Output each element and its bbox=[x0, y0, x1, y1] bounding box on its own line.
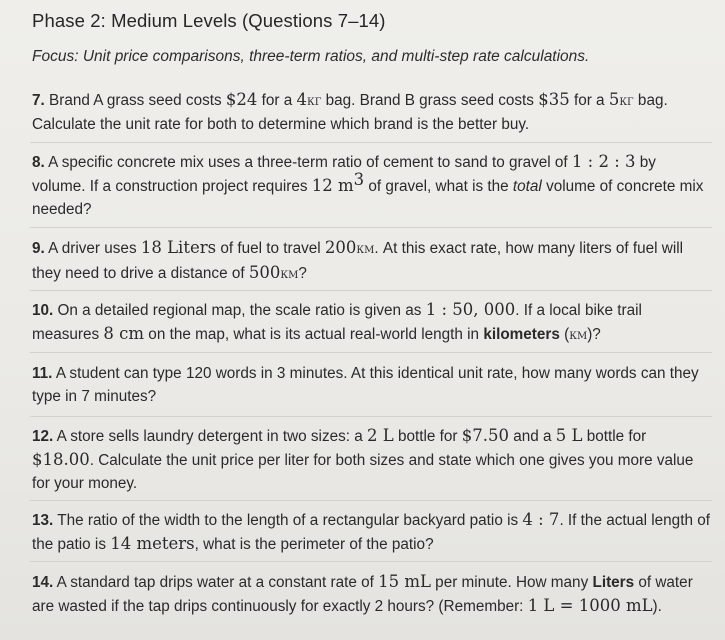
math-expression: $24 bbox=[225, 90, 258, 109]
question-10 bbox=[32, 298, 712, 347]
math-expression: $18.00 bbox=[32, 450, 90, 469]
math-expression: 200 bbox=[324, 238, 357, 257]
question-text: by volume. If a construction project requires bbox=[32, 154, 656, 195]
question-text: The ratio of the width to the length of a rectangular backyard patio is bbox=[57, 512, 523, 529]
unit-label: км bbox=[356, 241, 375, 257]
question-text: for a bbox=[257, 92, 297, 109]
question-number: 8. bbox=[32, 154, 45, 171]
unit-label: кг bbox=[619, 93, 634, 109]
question-text: On a detailed regional map, the scale ratio is given as bbox=[57, 302, 426, 319]
question-text: of fuel to travel bbox=[216, 240, 325, 257]
math-expression: 2 L bbox=[367, 426, 394, 445]
math-expression: 15 mL bbox=[378, 572, 431, 591]
emphasis-text: total bbox=[512, 178, 542, 195]
unit-label: км bbox=[280, 266, 299, 282]
math-expression: 500 bbox=[248, 263, 281, 282]
math-expression: 14 meters bbox=[110, 534, 195, 553]
math-expression: 1 : 2 : 3 bbox=[571, 152, 636, 171]
question-text: . If the actual length of the patio is bbox=[32, 512, 710, 553]
unit-label: км bbox=[569, 327, 588, 343]
math-expression: 12 m bbox=[311, 176, 354, 195]
math-expression: 1 : 50, 000 bbox=[425, 300, 516, 319]
question-text: A store sells laundry detergent in two sizes: a bbox=[56, 428, 368, 445]
focus-line: Focus: Unit price comparisons, three-term ratios, and multi-step rate calculations. bbox=[32, 48, 590, 65]
question-number: 13. bbox=[32, 512, 54, 529]
question-text: of gravel, what is the bbox=[364, 178, 513, 195]
unit-label: кг bbox=[307, 93, 322, 109]
question-text: Brand A grass seed costs bbox=[49, 92, 226, 109]
math-expression: 5 bbox=[608, 90, 620, 109]
question-text: and a bbox=[509, 428, 556, 445]
question-text: A specific concrete mix uses a three-term ratio of cement to sand to gravel of bbox=[48, 154, 572, 171]
question-text: for a bbox=[569, 92, 609, 109]
question-number: 9. bbox=[32, 240, 45, 257]
question-number: 11. bbox=[32, 365, 53, 382]
math-expression: 4 bbox=[296, 90, 307, 109]
question-text: )? bbox=[587, 326, 601, 343]
divider bbox=[30, 290, 712, 291]
question-text: ? bbox=[298, 265, 307, 282]
math-expression: 18 Liters bbox=[140, 238, 217, 257]
question-text: A student can type 120 words in 3 minutes. At this identical unit rate, how many words can they type in 7 minutes? bbox=[32, 365, 699, 405]
divider bbox=[30, 500, 712, 501]
question-7 bbox=[32, 88, 712, 136]
question-text: bag. Calculate the unit rate for both to determine which brand is the better buy. bbox=[32, 92, 668, 133]
question-text: . If a local bike trail measures bbox=[32, 302, 642, 343]
question-number: 12. bbox=[32, 428, 54, 445]
exponent: 3 bbox=[353, 169, 365, 189]
question-number: 10. bbox=[32, 302, 54, 319]
bold-text: kilometers bbox=[483, 326, 560, 343]
math-expression: $7.50 bbox=[461, 426, 510, 445]
question-text: . At this exact rate, how many liters of fuel will they need to drive a distance of bbox=[32, 240, 684, 282]
question-8 bbox=[32, 150, 712, 221]
question-number: 14. bbox=[32, 574, 54, 591]
question-number: 7. bbox=[32, 92, 45, 109]
question-text: A driver uses bbox=[48, 240, 141, 257]
question-13 bbox=[32, 508, 712, 556]
page-title: Phase 2: Medium Levels (Questions 7–14) bbox=[32, 10, 386, 31]
divider bbox=[30, 142, 712, 143]
math-expression: 5 L bbox=[555, 426, 583, 445]
question-text: A standard tap drips water at a constant rate of bbox=[56, 574, 379, 591]
divider bbox=[30, 352, 712, 353]
question-text: per minute. How many bbox=[430, 574, 593, 591]
question-text: bottle for bbox=[393, 428, 462, 445]
math-expression: 8 cm bbox=[103, 324, 145, 343]
math-expression: 4 : 7 bbox=[522, 510, 560, 529]
divider bbox=[30, 227, 712, 228]
question-text: ). bbox=[652, 598, 662, 615]
question-12 bbox=[32, 424, 712, 495]
question-text: volume of concrete mix needed? bbox=[32, 178, 704, 218]
question-text: ( bbox=[559, 326, 570, 343]
question-11 bbox=[32, 362, 712, 408]
question-text: , what is the perimeter of the patio? bbox=[194, 536, 434, 553]
question-14 bbox=[32, 570, 712, 618]
question-text: bottle for bbox=[582, 428, 647, 445]
divider bbox=[30, 416, 712, 417]
divider bbox=[30, 561, 712, 562]
math-expression: 1 L = 1000 mL bbox=[527, 596, 653, 615]
question-9 bbox=[32, 236, 712, 286]
math-expression: $35 bbox=[538, 90, 570, 109]
question-text: . Calculate the unit price per liter for both sizes and state which one gives you more value for your money. bbox=[32, 452, 694, 492]
question-text: of water are wasted if the tap drips continuously for exactly 2 hours? (Remember: bbox=[32, 574, 693, 615]
question-text: on the map, what is its actual real-world length in bbox=[144, 326, 484, 343]
bold-text: Liters bbox=[592, 574, 635, 591]
question-text: bag. Brand B grass seed costs bbox=[321, 92, 539, 109]
